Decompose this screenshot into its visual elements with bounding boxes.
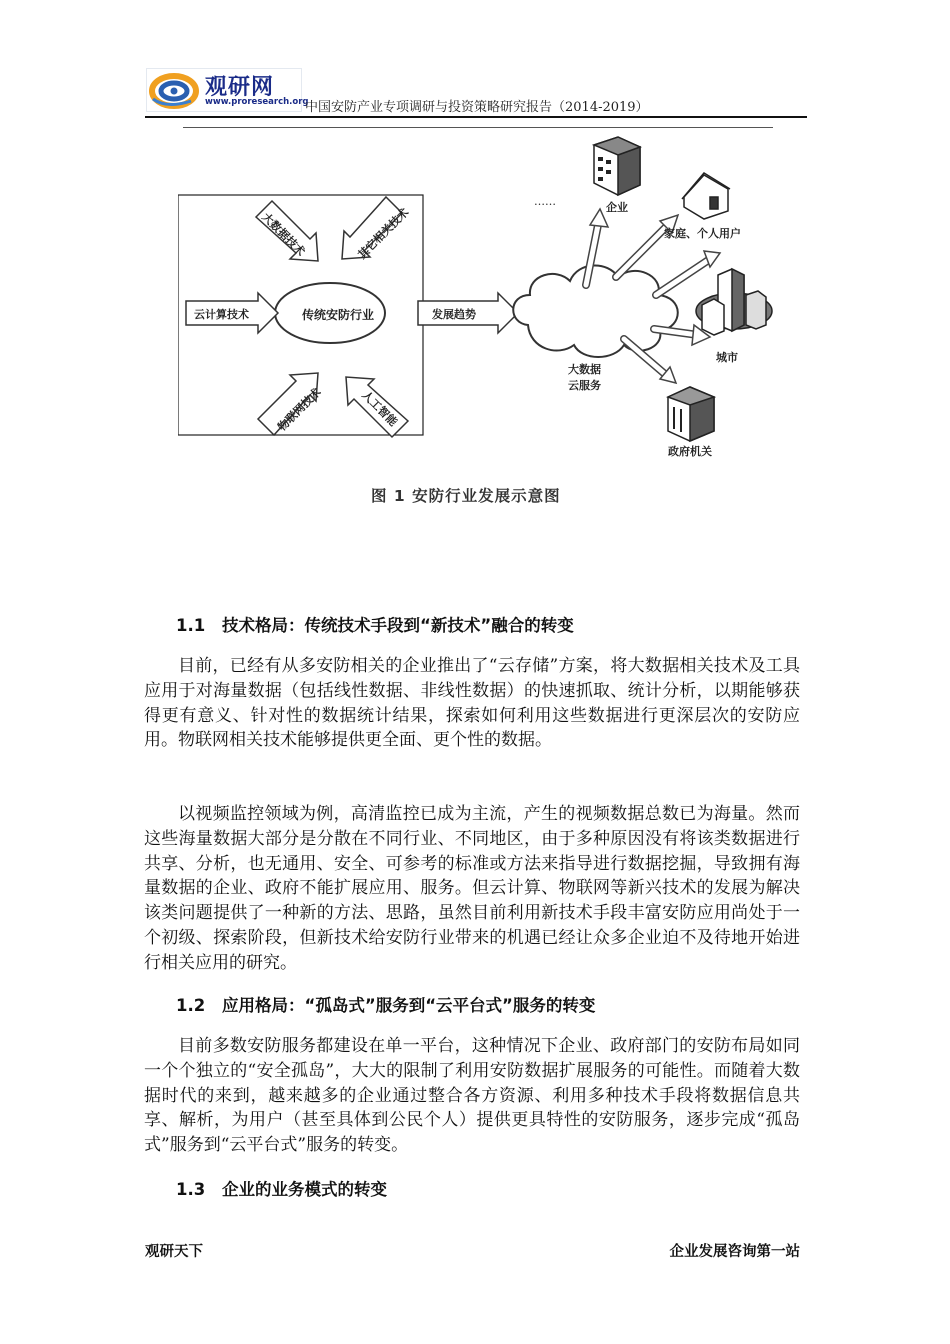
section-heading-1-2 (176, 992, 595, 1016)
logo (146, 68, 309, 112)
input-cloud-computing: 云计算技术 (194, 308, 249, 321)
input-ai: 人工智能 (359, 388, 400, 429)
input-big-data: 大数据技术 (259, 210, 308, 259)
section-number: 1.3 (176, 1180, 206, 1199)
target-city: 城市 (716, 351, 738, 364)
footer-left-text: 观研天下 (145, 1244, 203, 1260)
industry-development-diagram (178, 135, 790, 555)
input-other-tech: 其它相关技术 (355, 205, 412, 262)
target-company: 企业 (606, 201, 628, 214)
company-building-icon (594, 137, 640, 195)
header-divider (145, 116, 807, 118)
paragraph: 以视频监控领域为例，高清监控已成为主流，产生的视频数据总数已为海量。然而这些海量数据大部分是分散在不同行业、不同地区，由于多种原因没有将该类数据进行共享、分析，也无通用、安全、可参考的标准或方法来指导进行数据挖掘，导致拥有海量数据的企业、政府不能扩展应用、服务。但云计算、物联网等新兴技术的发展为解决该类问题提供了一种新的方法、思路，虽然目前利用新技术手段丰富安防应用尚处于一个初级、探索阶段，但新技术给安防行业带来的机遇已经让众多企业迫不及待地开始进行相关应用的研究。 (144, 804, 800, 973)
target-household: 家庭、个人用户 (664, 227, 741, 240)
figure-top-rule (183, 127, 773, 128)
city-icon (696, 269, 772, 335)
section-number: 1.1 (176, 616, 206, 635)
paragraph: 目前，已经有从多安防相关的企业推出了“云存储”方案，将大数据相关技术及工具应用于对海量数据（包括线性数据、非线性数据）的快速抓取、统计分析，以期能够获得更有意义、针对性的数据统计结果，探索如何利用这些数据进行更深层次的安防应用。物联网相关技术能够提供更全面、更个性的数据。 (144, 656, 800, 751)
house-icon (682, 173, 730, 219)
paragraph: 目前多数安防服务都建设在单一平台，这种情况下企业、政府部门的安防布局如同一个个独立的“安全孤岛”，大大的限制了利用安防数据扩展服务的可能性。而随着大数据时代的来到，越来越多的企业通过整合各方资源、利用多种技术手段将数据信息共享、解析，为用户（甚至具体到公民个人）提供更具特性的安防服务，逐步完成“孤岛式”服务到“云平台式”服务的转变。 (144, 1036, 800, 1156)
section-title: 企业的业务模式的转变 (222, 1180, 387, 1199)
section-heading-1-1 (176, 612, 574, 636)
more-dots: …… (534, 195, 556, 208)
input-iot: 物联网技术 (275, 385, 324, 434)
section-heading-1-3 (176, 1176, 387, 1200)
logo-swirl-icon (147, 69, 203, 111)
report-title: 中国安防产业专项调研与投资策略研究报告（2014-2019） (305, 100, 649, 115)
section-number: 1.2 (176, 996, 206, 1015)
logo-name: 观研网 (205, 75, 275, 100)
government-building-icon (668, 387, 714, 441)
section-title: 技术格局：传统技术手段到“新技术”融合的转变 (222, 616, 574, 635)
cloud-label-bigdata: 大数据 (568, 363, 601, 376)
trend-label: 发展趋势 (432, 308, 476, 321)
logo-url: www.proresearch.org (205, 97, 309, 107)
footer-right-text: 企业发展咨询第一站 (669, 1244, 800, 1260)
figure-caption: 图 1 安防行业发展示意图 (371, 487, 561, 505)
target-government: 政府机关 (668, 445, 712, 458)
section-title: 应用格局：“孤岛式”服务到“云平台式”服务的转变 (222, 996, 596, 1015)
center-label: 传统安防行业 (302, 308, 375, 322)
cloud-label-service: 云服务 (568, 379, 601, 392)
